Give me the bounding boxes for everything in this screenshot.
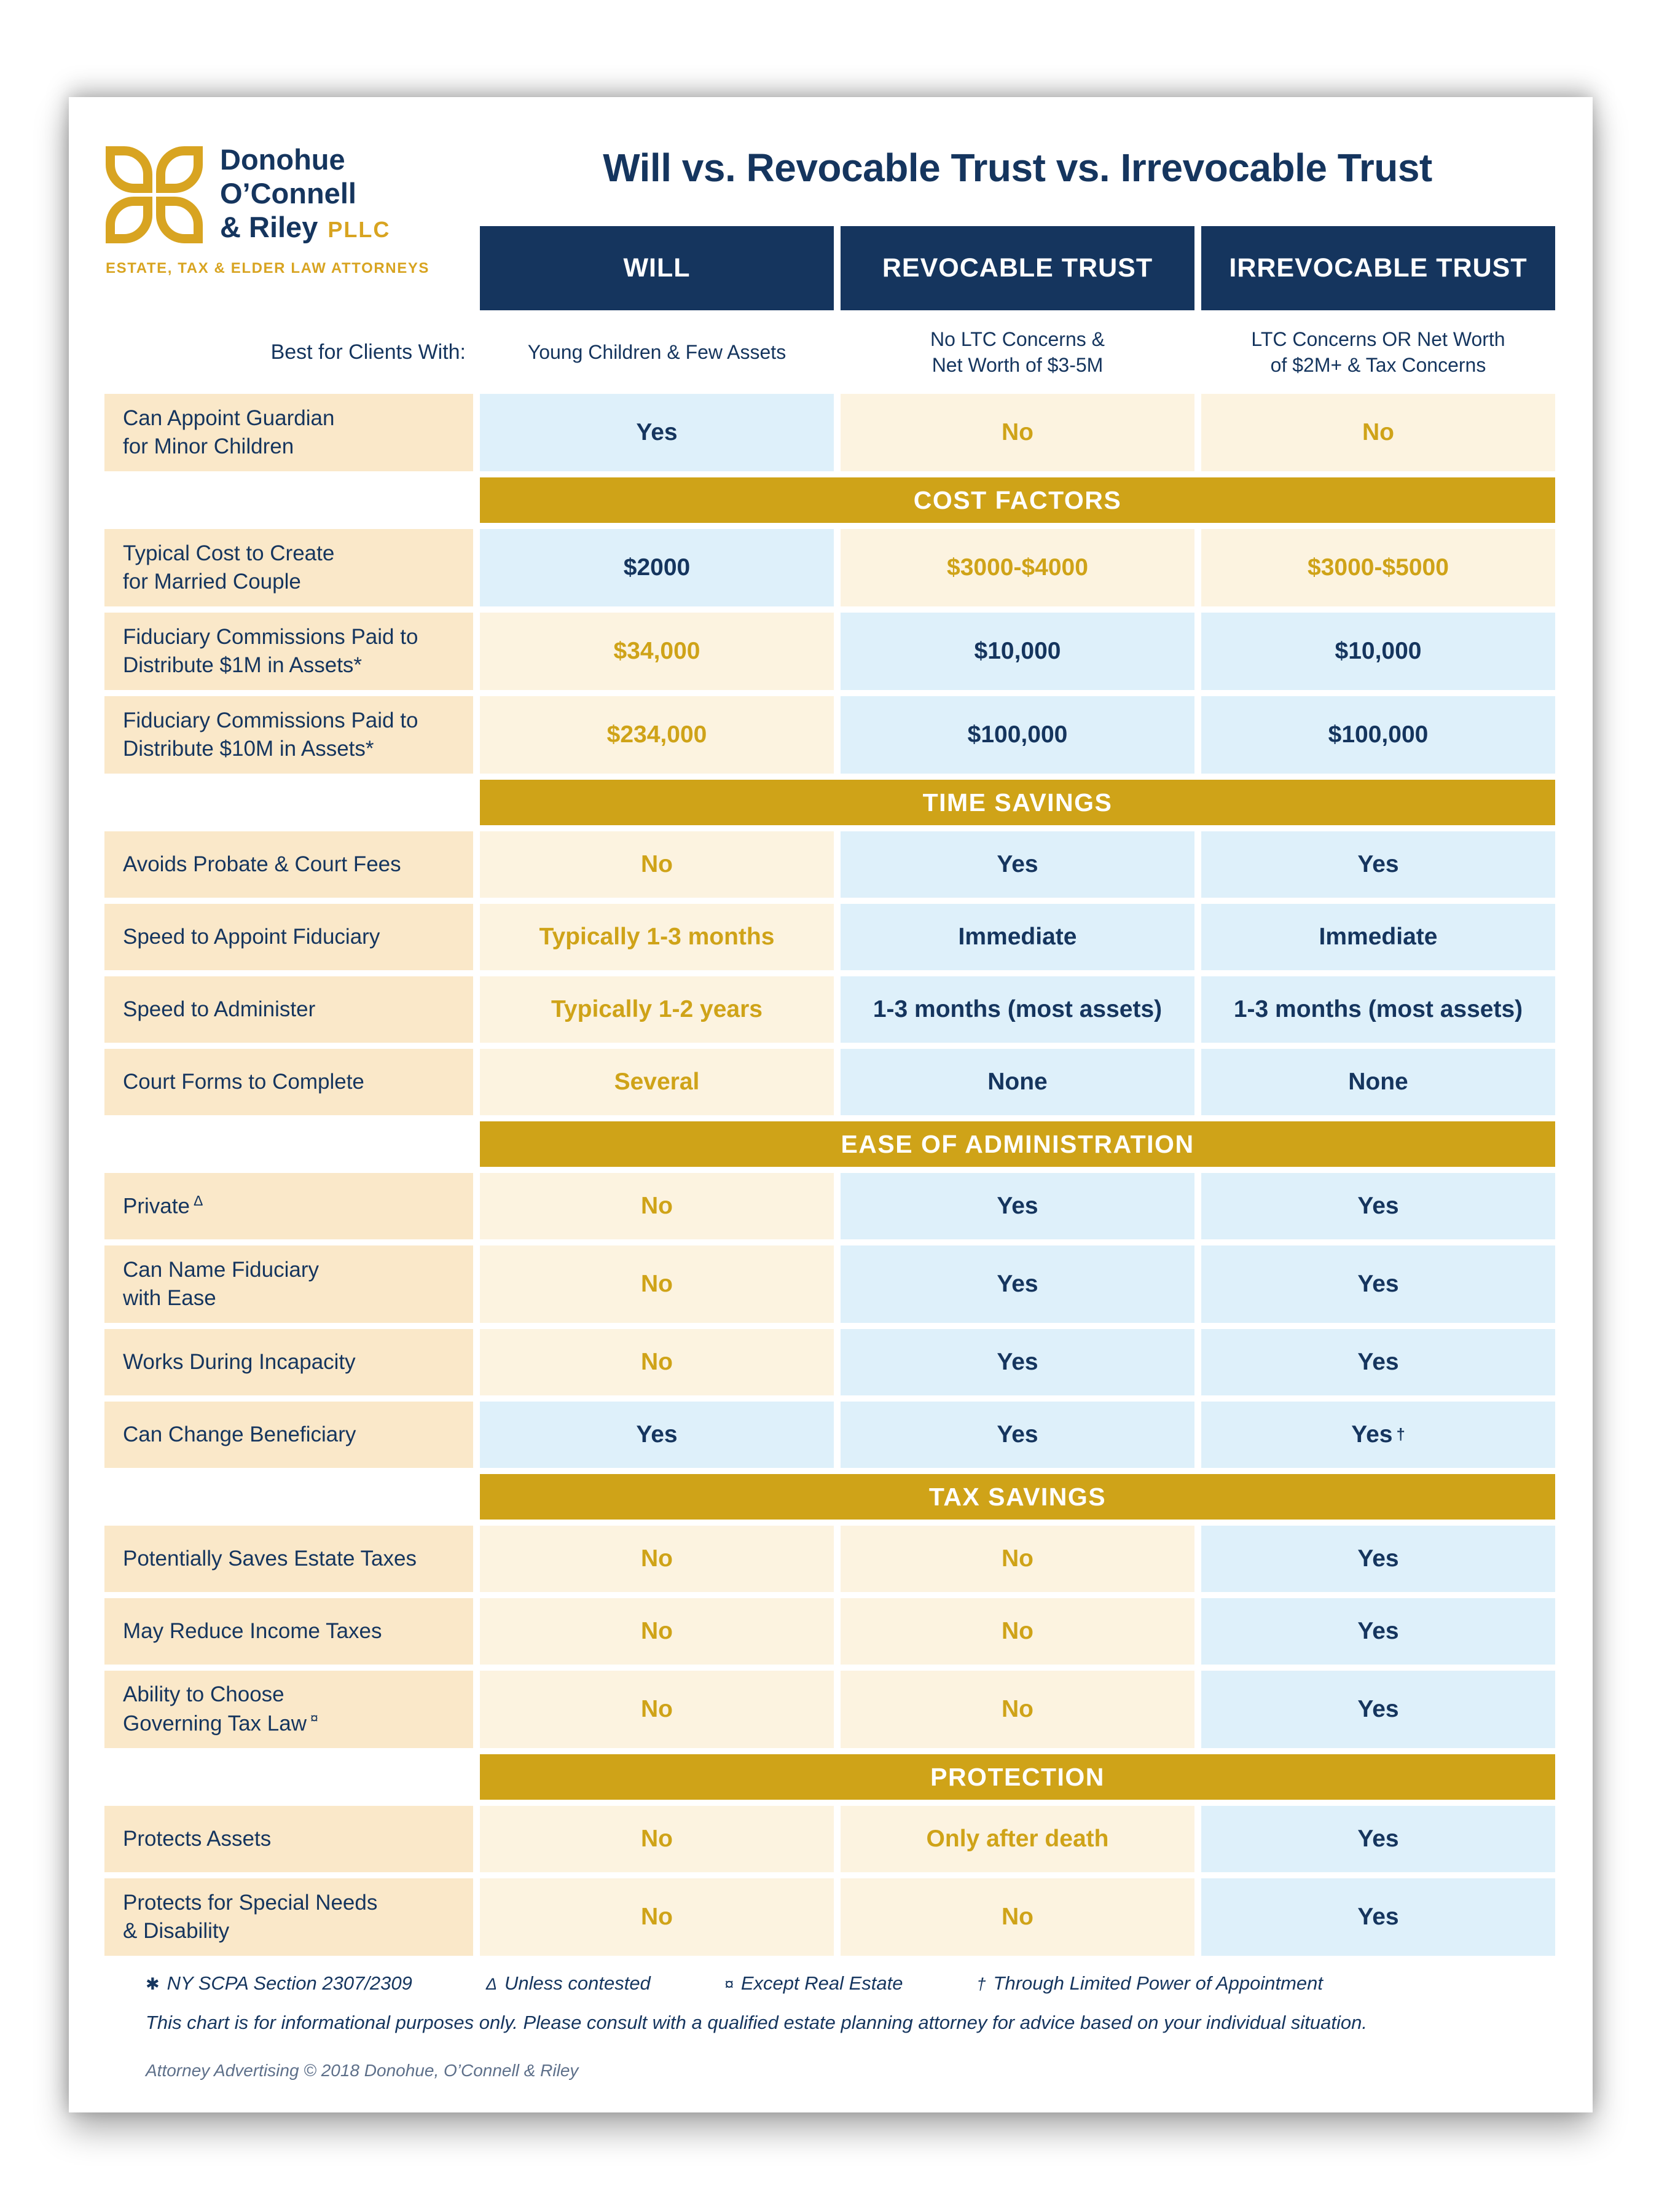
row-label bbox=[104, 696, 473, 774]
row-label-line: Works During Incapacity bbox=[123, 1349, 356, 1374]
row-label bbox=[104, 1878, 473, 1956]
cell-irrevocable-trust: $10,000 bbox=[1201, 613, 1555, 690]
footnote-symbol: Δ bbox=[485, 1975, 497, 1993]
firm-name-line: & Riley PLLC bbox=[220, 211, 391, 243]
cell-irrevocable-trust: Yes bbox=[1201, 831, 1555, 898]
cell-revocable-trust: Yes bbox=[841, 831, 1194, 898]
row-label-line: Can Name Fiduciary bbox=[123, 1257, 319, 1282]
cell-will: No bbox=[480, 1526, 834, 1592]
row-label-line: Potentially Saves Estate Taxes bbox=[123, 1546, 417, 1571]
best-for-irrevocable-trust bbox=[1201, 316, 1555, 388]
row-label-line: Distribute $1M in Assets* bbox=[123, 653, 363, 677]
band-spacer bbox=[104, 1754, 473, 1800]
page-title: Will vs. Revocable Trust vs. Irrevocable Trust bbox=[603, 146, 1432, 190]
section-band: TAX SAVINGS bbox=[480, 1474, 1555, 1520]
best-for-label: Best for Clients With: bbox=[270, 340, 466, 364]
footnote-item bbox=[976, 1972, 1323, 1994]
cell-irrevocable-trust: Yes bbox=[1201, 1598, 1555, 1665]
cell-will: Several bbox=[480, 1049, 834, 1115]
cell-irrevocable-trust: Yes bbox=[1201, 1671, 1555, 1748]
column-header-revocable-trust: REVOCABLE TRUST bbox=[841, 226, 1194, 310]
cell-will: Yes bbox=[480, 1402, 834, 1468]
logo-petal-icon bbox=[156, 146, 203, 193]
row-label bbox=[104, 831, 473, 898]
row-label-line: for Minor Children bbox=[123, 434, 294, 458]
comparison-table bbox=[104, 226, 1555, 1956]
cell-revocable-trust: No bbox=[841, 1671, 1194, 1748]
column-header-irrevocable-trust: IRREVOCABLE TRUST bbox=[1201, 226, 1555, 310]
section-band: EASE OF ADMINISTRATION bbox=[480, 1121, 1555, 1167]
firm-name-line: O’Connell bbox=[220, 177, 356, 210]
best-for-line: No LTC Concerns & bbox=[930, 327, 1105, 350]
cell-irrevocable-trust: Yes † bbox=[1201, 1402, 1555, 1468]
row-label bbox=[104, 1049, 473, 1115]
row-label-line: Fiduciary Commissions Paid to bbox=[123, 624, 418, 649]
cell-will: No bbox=[480, 1245, 834, 1323]
cell-irrevocable-trust: Yes bbox=[1201, 1329, 1555, 1395]
best-for-line: of $2M+ & Tax Concerns bbox=[1270, 354, 1486, 376]
cell-revocable-trust: $3000-$4000 bbox=[841, 529, 1194, 606]
cell-revocable-trust: $100,000 bbox=[841, 696, 1194, 774]
footnote-marker: Δ bbox=[193, 1193, 203, 1209]
cell-irrevocable-trust: Immediate bbox=[1201, 904, 1555, 970]
cell-irrevocable-trust: No bbox=[1201, 394, 1555, 471]
cell-irrevocable-trust: Yes bbox=[1201, 1806, 1555, 1872]
row-label-line: Can Appoint Guardian bbox=[123, 406, 335, 430]
row-label bbox=[104, 394, 473, 471]
footnote-item bbox=[486, 1972, 651, 1994]
best-for-line: LTC Concerns OR Net Worth bbox=[1251, 327, 1505, 350]
row-label-line: Private $^\Delta$ bbox=[123, 1193, 203, 1218]
cell-irrevocable-trust: $3000-$5000 bbox=[1201, 529, 1555, 606]
attorney-advertising-line: Attorney Advertising © 2018 Donohue, O’Connell & Riley bbox=[146, 2061, 579, 2080]
column-header-will: WILL bbox=[480, 226, 834, 310]
footnote-marker: † bbox=[1396, 1426, 1405, 1443]
footnote-text: Unless contested bbox=[504, 1972, 651, 1994]
row-label bbox=[104, 904, 473, 970]
footnote-text: Except Real Estate bbox=[740, 1972, 903, 1994]
cell-will: No bbox=[480, 1173, 834, 1239]
cell-revocable-trust: No bbox=[841, 394, 1194, 471]
cell-will: Typically 1-2 years bbox=[480, 976, 834, 1043]
cell-irrevocable-trust: Yes bbox=[1201, 1526, 1555, 1592]
row-label-line: Distribute $10M in Assets* bbox=[123, 737, 374, 761]
footnote-symbol: ¤ bbox=[724, 1975, 734, 1993]
row-label-line: with Ease bbox=[123, 1286, 216, 1310]
cell-will: $2000 bbox=[480, 529, 834, 606]
cell-revocable-trust: No bbox=[841, 1526, 1194, 1592]
row-label bbox=[104, 1329, 473, 1395]
row-label bbox=[104, 613, 473, 690]
row-label-line: Speed to Appoint Fiduciary bbox=[123, 924, 380, 949]
firm-tagline: ESTATE, TAX & ELDER LAW ATTORNEYS bbox=[106, 260, 430, 276]
row-label-line: Speed to Administer bbox=[123, 997, 316, 1021]
section-band: PROTECTION bbox=[480, 1754, 1555, 1800]
cell-will: No bbox=[480, 1329, 834, 1395]
row-label-line: Court Forms to Complete bbox=[123, 1069, 364, 1094]
footnote-marker: ¤ bbox=[310, 1710, 318, 1727]
section-band: COST FACTORS bbox=[480, 477, 1555, 523]
cell-revocable-trust: Yes bbox=[841, 1329, 1194, 1395]
footnote-symbol: ✱ bbox=[146, 1975, 160, 1993]
cell-will: No bbox=[480, 1878, 834, 1956]
row-label bbox=[104, 1598, 473, 1665]
best-for-line: Net Worth of $3-5M bbox=[931, 354, 1104, 376]
footnote-item bbox=[146, 1972, 412, 1994]
cell-revocable-trust: Yes bbox=[841, 1173, 1194, 1239]
cell-revocable-trust: None bbox=[841, 1049, 1194, 1115]
row-label-line: May Reduce Income Taxes bbox=[123, 1618, 382, 1643]
cell-will: Typically 1-3 months bbox=[480, 904, 834, 970]
row-label bbox=[104, 1526, 473, 1592]
table-corner-spacer bbox=[104, 226, 473, 310]
firm-suffix: PLLC bbox=[327, 217, 391, 242]
footnote-text: NY SCPA Section 2307/2309 bbox=[167, 1972, 412, 1994]
footnote-symbol: † bbox=[976, 1975, 986, 1993]
row-label-line: & Disability bbox=[123, 1919, 230, 1943]
row-label-line: Protects Assets bbox=[123, 1826, 272, 1851]
row-label-line: for Married Couple bbox=[123, 570, 301, 594]
row-label-line: Protects for Special Needs bbox=[123, 1890, 378, 1915]
cell-revocable-trust: $10,000 bbox=[841, 613, 1194, 690]
cell-will: No bbox=[480, 831, 834, 898]
cell-revocable-trust: Yes bbox=[841, 1402, 1194, 1468]
cell-revocable-trust: Yes bbox=[841, 1245, 1194, 1323]
firm-name-line: Donohue bbox=[220, 143, 345, 176]
row-label bbox=[104, 976, 473, 1043]
band-spacer bbox=[104, 477, 473, 523]
footnote-text: Through Limited Power of Appointment bbox=[993, 1972, 1323, 1994]
row-label bbox=[104, 1245, 473, 1323]
logo-petal-icon bbox=[106, 146, 152, 193]
cell-revocable-trust: No bbox=[841, 1878, 1194, 1956]
cell-revocable-trust: 1-3 months (most assets) bbox=[841, 976, 1194, 1043]
footnotes bbox=[146, 1972, 1522, 2081]
best-for-will bbox=[480, 316, 834, 388]
row-label bbox=[104, 1402, 473, 1468]
row-label bbox=[104, 1671, 473, 1748]
row-label-line: Typical Cost to Create bbox=[123, 541, 335, 565]
row-label-line: Avoids Probate & Court Fees bbox=[123, 852, 401, 876]
footnote-symbols-row bbox=[146, 1972, 1522, 1994]
row-label bbox=[104, 1173, 473, 1239]
best-for-revocable-trust bbox=[841, 316, 1194, 388]
cell-irrevocable-trust: None bbox=[1201, 1049, 1555, 1115]
cell-irrevocable-trust: Yes bbox=[1201, 1245, 1555, 1323]
cell-will: $34,000 bbox=[480, 613, 834, 690]
section-band: TIME SAVINGS bbox=[480, 780, 1555, 825]
row-label-line: Fiduciary Commissions Paid to bbox=[123, 708, 418, 732]
band-spacer bbox=[104, 1474, 473, 1520]
cell-will: Yes bbox=[480, 394, 834, 471]
band-spacer bbox=[104, 780, 473, 825]
cell-irrevocable-trust: Yes bbox=[1201, 1173, 1555, 1239]
cell-irrevocable-trust: Yes bbox=[1201, 1878, 1555, 1956]
cell-revocable-trust: No bbox=[841, 1598, 1194, 1665]
row-label-line: Ability to Choose bbox=[123, 1682, 284, 1706]
row-label bbox=[104, 529, 473, 606]
row-label bbox=[104, 1806, 473, 1872]
cell-will: No bbox=[480, 1671, 834, 1748]
cell-revocable-trust: Immediate bbox=[841, 904, 1194, 970]
cell-revocable-trust: Only after death bbox=[841, 1806, 1194, 1872]
cell-irrevocable-trust: $100,000 bbox=[1201, 696, 1555, 774]
row-label-line: Governing Tax Law ¤ bbox=[123, 1710, 318, 1736]
document-card bbox=[69, 97, 1593, 2112]
cell-will: $234,000 bbox=[480, 696, 834, 774]
cell-will: No bbox=[480, 1806, 834, 1872]
cell-will: No bbox=[480, 1598, 834, 1665]
best-for-line: Young Children & Few Assets bbox=[527, 340, 786, 363]
band-spacer bbox=[104, 1121, 473, 1167]
disclaimer-text: This chart is for informational purposes only. Please consult with a qualified estate planning attorney for advice based on your individual situation. bbox=[146, 2012, 1367, 2033]
footnote-item bbox=[724, 1972, 903, 1994]
row-label-line: Can Change Beneficiary bbox=[123, 1422, 356, 1446]
cell-irrevocable-trust: 1-3 months (most assets) bbox=[1201, 976, 1555, 1043]
